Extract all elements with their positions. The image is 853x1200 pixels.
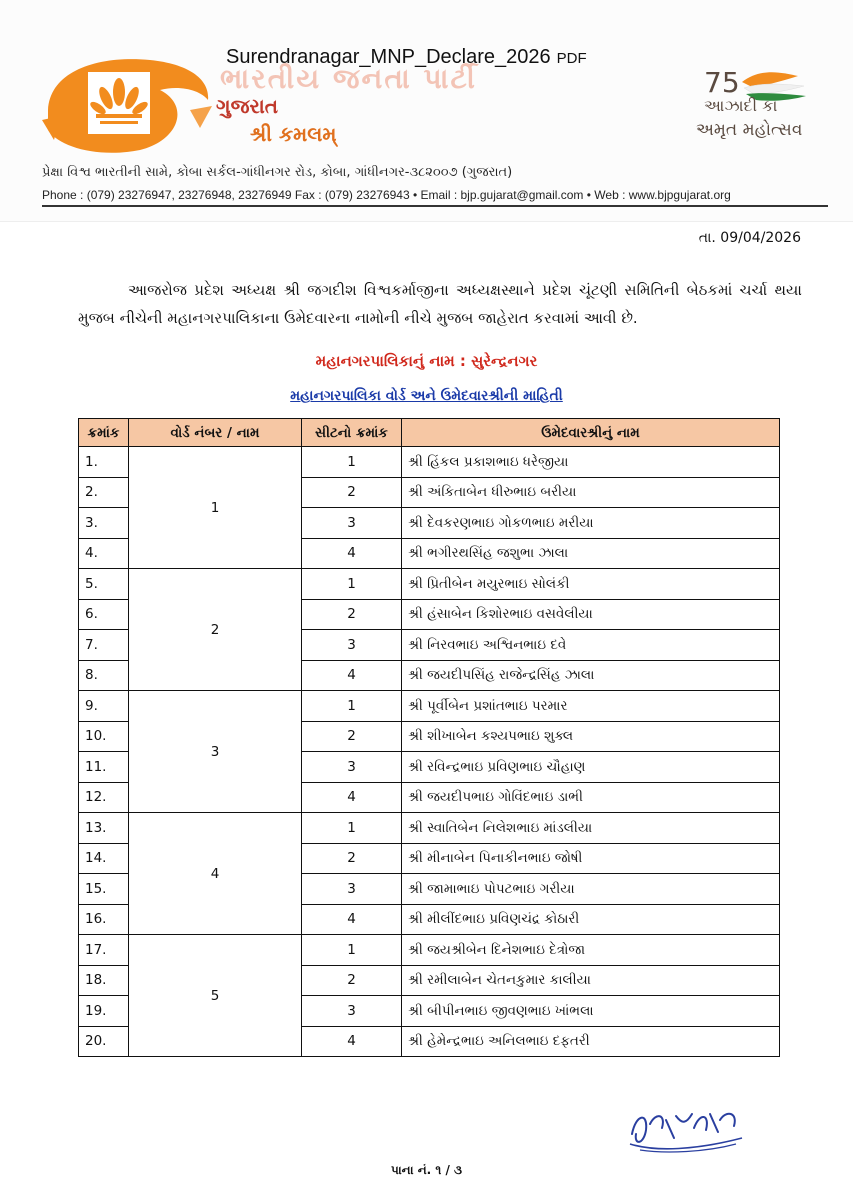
seat-cell: 1 (302, 447, 402, 478)
serial-cell: 7. (79, 630, 129, 661)
header-ward: વોર્ડ નંબર / નામ (129, 419, 302, 447)
table-row (79, 691, 780, 722)
serial-cell: 14. (79, 843, 129, 874)
candidate-cell: શ્રી હેમેન્દ્રભાઇ અનિલભાઇ દફતરી (402, 1026, 780, 1057)
candidate-cell: શ્રી બીપીનભાઇ જીવણભાઇ ખાંભલા (402, 996, 780, 1027)
candidate-cell: શ્રી પ્રિતીબેન મયુરભાઇ સોલંકી (402, 569, 780, 600)
seat-cell: 2 (302, 721, 402, 752)
ward-cell: 2 (129, 569, 302, 691)
seat-cell: 2 (302, 477, 402, 508)
seat-cell: 2 (302, 599, 402, 630)
amrit-line-2: અમૃત મહોત્સવ (696, 120, 803, 140)
serial-cell: 18. (79, 965, 129, 996)
file-title: Surendranagar_MNP_Declare_2026 PDF (226, 46, 587, 68)
candidate-cell: શ્રી રવિન્દ્રભાઇ પ્રવિણભાઇ ચૌહાણ (402, 752, 780, 783)
candidate-cell: શ્રી હિંકલ પ્રકાશભાઇ ધરેજીયા (402, 447, 780, 478)
office-address: પ્રેક્ષા વિશ્વ ભારતીની સામે, કોબા સર્કલ-ગાંધીનગર રોડ, કોબા, ગાંધીનગર-૩૮૨૦૦૭ (ગુજરાત) (42, 165, 513, 180)
serial-cell: 10. (79, 721, 129, 752)
candidate-cell: શ્રી સ્વાતિબેન નિલેશભાઇ માંડલીયા (402, 813, 780, 844)
letterhead (0, 0, 853, 222)
seat-cell: 1 (302, 935, 402, 966)
candidate-cell: શ્રી જામાભાઇ પોપટભાઇ ગરીયા (402, 874, 780, 905)
table-subtitle: મહાનગરપાલિકા વોર્ડ અને ઉમેદવારશ્રીની માહિતી (290, 388, 563, 404)
serial-cell: 19. (79, 996, 129, 1027)
seat-cell: 3 (302, 996, 402, 1027)
header-seat: સીટનો ક્રમાંક (302, 419, 402, 447)
serial-cell: 4. (79, 538, 129, 569)
table-row (79, 935, 780, 966)
seat-cell: 4 (302, 538, 402, 569)
candidate-cell: શ્રી અંકિતાબેન ધીરુભાઇ બરીયા (402, 477, 780, 508)
candidate-cell: શ્રી દેવકરણભાઇ ગોકળભાઇ મરીયા (402, 508, 780, 539)
seat-cell: 3 (302, 874, 402, 905)
seat-cell: 2 (302, 843, 402, 874)
serial-cell: 2. (79, 477, 129, 508)
candidate-cell: શ્રી જયદીપભાઇ ગોવિંદભાઇ ડાભી (402, 782, 780, 813)
serial-cell: 15. (79, 874, 129, 905)
seat-cell: 3 (302, 630, 402, 661)
ward-cell: 3 (129, 691, 302, 813)
amrit-line-1: આઝાદી કા (704, 96, 778, 115)
ward-cell: 5 (129, 935, 302, 1057)
signature-icon (626, 1094, 746, 1156)
seat-cell: 1 (302, 569, 402, 600)
table-row (79, 813, 780, 844)
corporation-title: મહાનગરપાલિકાનું નામ : સુરેન્દ્રનગર (315, 352, 538, 370)
table-row (79, 447, 780, 478)
seat-cell: 2 (302, 965, 402, 996)
serial-cell: 8. (79, 660, 129, 691)
seat-cell: 1 (302, 691, 402, 722)
serial-cell: 11. (79, 752, 129, 783)
serial-cell: 3. (79, 508, 129, 539)
seat-cell: 4 (302, 660, 402, 691)
serial-cell: 17. (79, 935, 129, 966)
candidate-cell: શ્રી મીલીંદભાઇ પ્રવિણચંદ્ર કોઠારી (402, 904, 780, 935)
serial-cell: 1. (79, 447, 129, 478)
seat-cell: 3 (302, 508, 402, 539)
header-candidate: ઉમેદવારશ્રીનું નામ (402, 419, 780, 447)
logo-number: 75 (704, 66, 740, 99)
letter-date: તા. 09/04/2026 (698, 230, 801, 246)
party-logo-icon (40, 50, 215, 160)
serial-cell: 12. (79, 782, 129, 813)
candidate-cell: શ્રી રમીલાબેન ચેતનકુમાર કાલીયા (402, 965, 780, 996)
contact-info: Phone : (079) 23276947, 23276948, 23276949 Fax : (079) 23276943 • Email : bjp.gujarat@gmail.com • Web : www.bjpgujarat.org (42, 188, 731, 202)
ward-cell: 1 (129, 447, 302, 569)
seat-cell: 3 (302, 752, 402, 783)
ward-cell: 4 (129, 813, 302, 935)
serial-cell: 16. (79, 904, 129, 935)
state-name: ગુજરાત (216, 94, 279, 118)
seat-cell: 4 (302, 782, 402, 813)
seat-cell: 1 (302, 813, 402, 844)
serial-cell: 5. (79, 569, 129, 600)
candidate-cell: શ્રી મીનાબેન પિનાકીનભાઇ જોષી (402, 843, 780, 874)
announcement-paragraph: આજરોજ પ્રદેશ અધ્યક્ષ શ્રી જગદીશ વિશ્વકર્માજીના અધ્યક્ષસ્થાને પ્રદેશ ચૂંટણી સમિતિની બેઠકમાં ચર્ચા થયા મુજબ નીચેની મહાનગરપાલિકાના ઉમેદવારના નામોની નીચે મુજબ જાહેરાત કરવામાં આવી છે. (78, 281, 802, 327)
serial-cell: 6. (79, 599, 129, 630)
candidate-cell: શ્રી નિરવભાઇ અશ્વિનભાઇ દવે (402, 630, 780, 661)
candidate-cell: શ્રી જયદીપસિંહ રાજેન્દ્રસિંહ ઝાલા (402, 660, 780, 691)
candidate-cell: શ્રી પૂર્વીબેન પ્રશાંતભાઇ પરમાર (402, 691, 780, 722)
header-serial: ક્રમાંક (79, 419, 129, 447)
candidate-cell: શ્રી હંસાબેન કિશોરભાઇ વસવેલીયા (402, 599, 780, 630)
header-divider (42, 205, 828, 207)
serial-cell: 20. (79, 1026, 129, 1057)
office-name: શ્રી કમલમ્ (250, 122, 337, 146)
seat-cell: 4 (302, 1026, 402, 1057)
file-type: PDF (556, 50, 587, 67)
table-header-row (79, 419, 780, 447)
page-number: પાના નં. ૧ / ૩ (390, 1163, 463, 1177)
candidates-table (78, 418, 780, 1057)
candidate-cell: શ્રી શીખાબેન કશ્યપભાઇ શુક્લ (402, 721, 780, 752)
serial-cell: 13. (79, 813, 129, 844)
serial-cell: 9. (79, 691, 129, 722)
seat-cell: 4 (302, 904, 402, 935)
candidate-cell: શ્રી જયશ્રીબેન દિનેશભાઇ દેત્રોજા (402, 935, 780, 966)
party-name: ભારતીય જનતા પાર્ટી (220, 62, 477, 95)
candidate-cell: શ્રી ભગીરથસિંહ જશુભા ઝાલા (402, 538, 780, 569)
table-row (79, 569, 780, 600)
